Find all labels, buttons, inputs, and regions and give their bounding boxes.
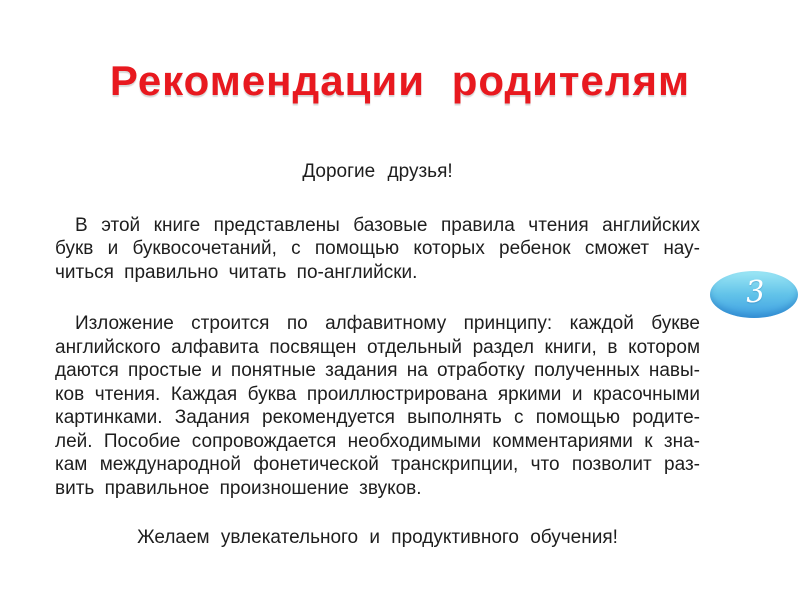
salutation: Дорогие друзья! [302,161,453,182]
text-column [55,160,700,550]
text-line: лей. Пособие сопровождается необходимыми комментариями к зна- [55,430,700,452]
text-line: читься правильно читать по-английски. [55,261,418,283]
text-line: кам международной фонетической транскрипции, что позволит раз- [55,454,700,475]
text-line: картинками. Задания рекомендуется выполнять с помощью родите- [55,407,700,428]
paragraph-2 [55,312,700,500]
text-line: В этой книге представлены базовые правила чтения английских [75,214,700,236]
text-line: букв и буквосочетаний, с помощью которых ребенок сможет нау- [55,238,700,259]
page-number: 3 [745,273,767,310]
paragraph-1 [55,214,700,285]
text-line: ков чтения. Каждая буква проиллюстрирована яркими и красочными [55,383,700,405]
page-number-badge [710,271,798,318]
text-line: даются простые и понятные задания на отработку полученных навы- [55,360,700,381]
text-line: Изложение строится по алфавитному принципу: каждой букве [75,313,700,334]
page-title: Рекомендации родителям [109,57,691,104]
closing-line: Желаем увлекательного и продуктивного обучения! [137,527,618,548]
text-line: английского алфавита посвящен отдельный раздел книги, в котором [55,336,700,358]
text-line: вить правильное произношение звуков. [55,477,422,499]
